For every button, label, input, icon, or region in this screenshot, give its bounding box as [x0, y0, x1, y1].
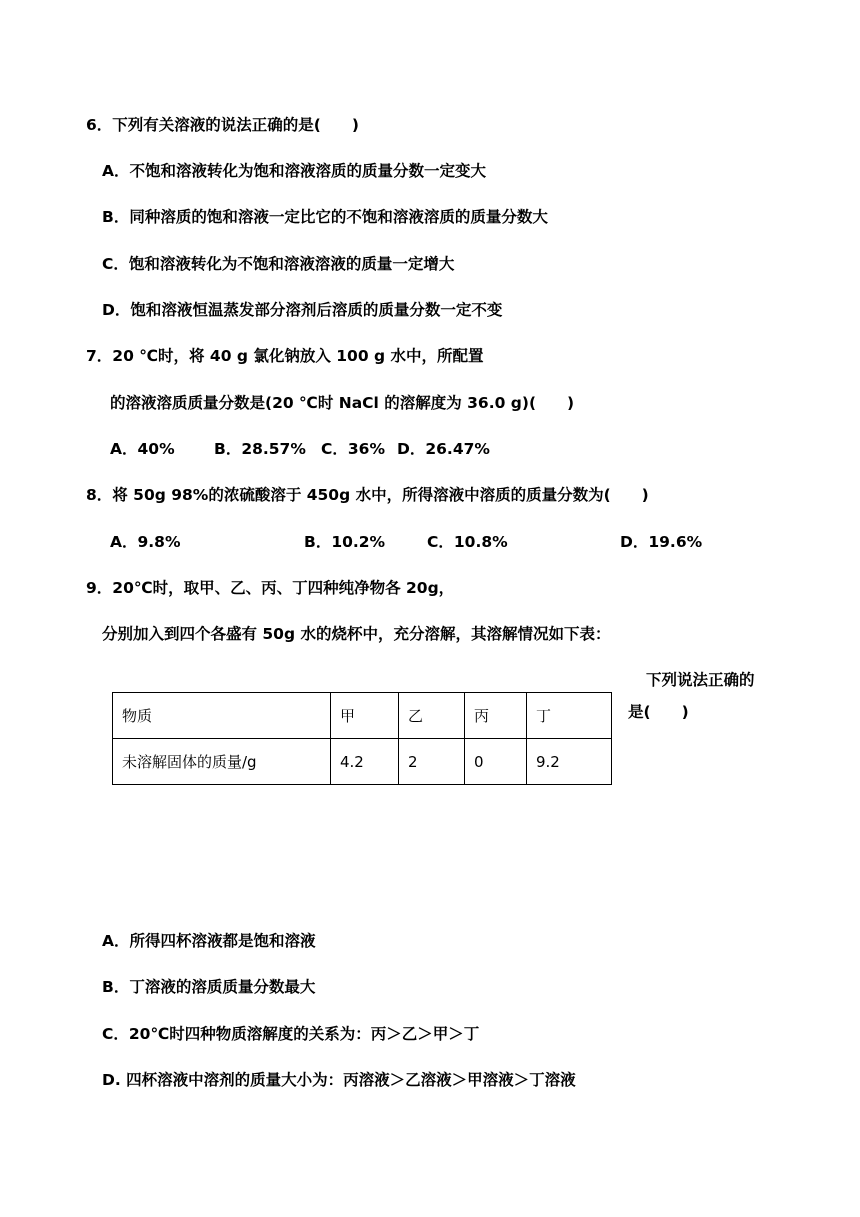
table-header-row: [113, 693, 612, 739]
q6-stem: 6．下列有关溶液的说法正确的是( ): [86, 116, 359, 134]
table-header-cell: 丙: [465, 693, 527, 739]
q9-side-line2: 是( ): [628, 703, 689, 721]
q6-option-c: C．饱和溶液转化为不饱和溶液溶液的质量一定增大: [102, 255, 455, 273]
q8-stem: 8．将 50g 98%的浓硫酸溶于 450g 水中，所得溶液中溶质的质量分数为( ): [86, 486, 649, 504]
solubility-table: [112, 692, 612, 785]
q7-option-a: A．40%: [110, 440, 175, 458]
q9-stem-line1: 9．20℃时，取甲、乙、丙、丁四种纯净物各 20g，: [86, 579, 455, 597]
q8-option-d: D．19.6%: [620, 533, 703, 551]
table-cell: 2: [399, 739, 465, 785]
q7-stem-line1: 7．20 ℃时，将 40 g 氯化钠放入 100 g 水中，所配置: [86, 347, 484, 365]
q8-option-c: C．10.8%: [427, 533, 508, 551]
q6-option-b: B．同种溶质的饱和溶液一定比它的不饱和溶液溶质的质量分数大: [102, 208, 548, 226]
q9-side-line1: 下列说法正确的: [646, 671, 755, 689]
table-cell: 9.2: [527, 739, 612, 785]
table-header-cell: 物质: [113, 693, 331, 739]
q7-option-c: C．36%: [321, 440, 385, 458]
q7-option-b: B．28.57%: [214, 440, 306, 458]
q6-option-a: A．不饱和溶液转化为饱和溶液溶质的质量分数一定变大: [102, 162, 486, 180]
q9-option-b: B．丁溶液的溶质质量分数最大: [102, 978, 316, 996]
q7-option-d: D．26.47%: [397, 440, 490, 458]
table-cell: 未溶解固体的质量/g: [113, 739, 331, 785]
table-header-cell: 乙: [399, 693, 465, 739]
q6-option-d: D．饱和溶液恒温蒸发部分溶剂后溶质的质量分数一定不变: [102, 301, 503, 319]
table-cell: 0: [465, 739, 527, 785]
table-row: [113, 739, 612, 785]
table-cell: 4.2: [331, 739, 399, 785]
table-header-cell: 甲: [331, 693, 399, 739]
q9-option-d: D. 四杯溶液中溶剂的质量大小为：丙溶液＞乙溶液＞甲溶液＞丁溶液: [102, 1071, 576, 1089]
q9-option-a: A．所得四杯溶液都是饱和溶液: [102, 932, 316, 950]
table-header-cell: 丁: [527, 693, 612, 739]
q9-option-c: C．20℃时四种物质溶解度的关系为：丙＞乙＞甲＞丁: [102, 1025, 480, 1043]
q9-stem-line2: 分别加入到四个各盛有 50g 水的烧杯中，充分溶解，其溶解情况如下表：: [102, 625, 611, 643]
q8-option-b: B．10.2%: [304, 533, 386, 551]
q7-stem-line2: 的溶液溶质质量分数是(20 ℃时 NaCl 的溶解度为 36.0 g)( ): [110, 394, 575, 412]
q8-option-a: A．9.8%: [110, 533, 181, 551]
